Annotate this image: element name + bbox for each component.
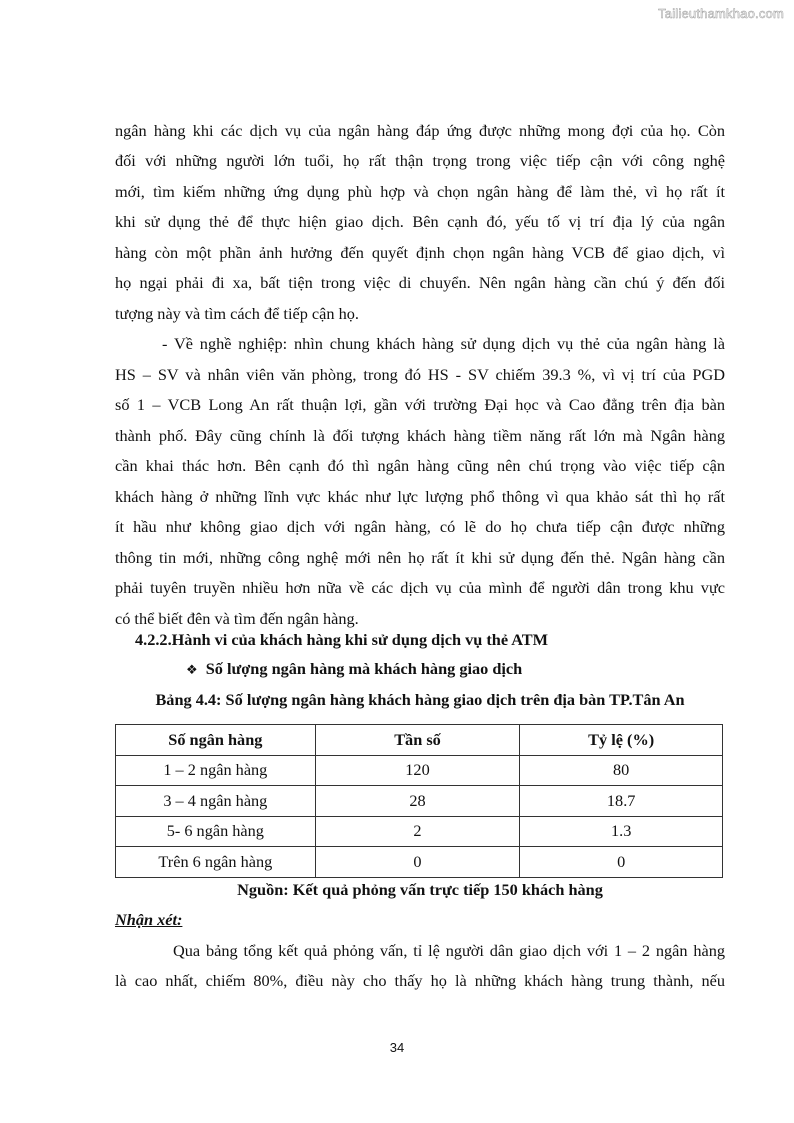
- table-cell: 1 – 2 ngân hàng: [116, 755, 316, 786]
- body-line: ngân hàng khi các dịch vụ của ngân hàng đáp ứng được những mong đợi của họ. Còn: [115, 121, 725, 140]
- table-row: [116, 847, 723, 878]
- diamond-bullet-icon: ❖: [186, 663, 198, 678]
- table-row: [116, 786, 723, 817]
- table-cell: 120: [315, 755, 520, 786]
- bullet-heading: [186, 659, 794, 681]
- body-line: thông tin mới, những công nghệ mới nên họ rất ít khi sử dụng đến thẻ. Ngân hàng cần: [115, 548, 725, 567]
- body-line: đối với những người lớn tuổi, họ rất thận trọng trong việc tiếp cận với công nghệ: [115, 151, 725, 170]
- body-line: có thể biết đên và tìm đến ngân hàng.: [115, 609, 359, 628]
- table-cell: 80: [520, 755, 723, 786]
- table-header-row: [116, 725, 723, 756]
- table-cell: 18.7: [520, 786, 723, 817]
- body-line: Qua bảng tổng kết quả phỏng vấn, tỉ lệ người dân giao dịch với 1 – 2 ngân hàng: [173, 941, 725, 960]
- bullet-heading-text: Số lượng ngân hàng mà khách hàng giao dịch: [205, 659, 523, 678]
- table-row: [116, 816, 723, 847]
- body-line: HS – SV và nhân viên văn phòng, trong đó HS - SV chiếm 39.3 %, vì vị trí của PGD: [115, 365, 725, 384]
- column-header: Tỷ lệ (%): [520, 725, 723, 756]
- table-cell: 28: [315, 786, 520, 817]
- table-cell: 1.3: [520, 816, 723, 847]
- table-cell: 5- 6 ngân hàng: [116, 816, 316, 847]
- table-cell: 2: [315, 816, 520, 847]
- remark-label: [115, 910, 725, 930]
- body-line: số 1 – VCB Long An rất thuận lợi, gần với trường Đại học và Cao đẳng trên địa bàn: [115, 395, 725, 414]
- body-line: họ ngại phải đi xa, bất tiện trong việc di chuyển. Nên ngân hàng cần chú ý đến đối: [115, 273, 725, 292]
- table-cell: 0: [315, 847, 520, 878]
- body-line: ít hầu như không giao dịch với ngân hàng, có lẽ do họ chưa tiếp cận được những: [115, 517, 725, 536]
- section-heading: 4.2.2.Hành vi của khách hàng khi sử dụng dịch vụ thẻ ATM: [135, 630, 549, 649]
- table-cell: 0: [520, 847, 723, 878]
- column-header: Tần số: [315, 725, 520, 756]
- watermark: Tailieuthamkhao.com: [658, 6, 784, 21]
- body-line: là cao nhất, chiếm 80%, điều này cho thấy họ là những khách hàng trung thành, nếu: [115, 971, 725, 990]
- body-line: khách hàng ở những lĩnh vực khác như lực lượng phổ thông vì qua khảo sát thì họ rất: [115, 487, 725, 506]
- body-line: - Về nghề nghiệp: nhìn chung khách hàng sử dụng dịch vụ thẻ của ngân hàng là: [162, 334, 725, 353]
- body-line: khi sử dụng thẻ để thực hiện giao dịch. Bên cạnh đó, yếu tố vị trí địa lý của ngân: [115, 212, 725, 231]
- body-line: thành phố. Đây cũng chính là đối tượng khách hàng tiềm năng rất lớn mà Ngân hàng: [115, 426, 725, 445]
- table-cell: Trên 6 ngân hàng: [116, 847, 316, 878]
- body-line: cần khai thác hơn. Bên cạnh đó thì ngân hàng cũng nên chú trọng vào việc tiếp cận: [115, 456, 725, 475]
- bank-count-table: [115, 724, 723, 878]
- body-line: phải tuyên truyền nhiều hơn nữa về các dịch vụ của mình để người dân trong khu vực: [115, 578, 725, 597]
- body-line: mới, tìm kiếm những ứng dụng phù hợp và chọn ngân hàng để làm thẻ, vì họ rất ít: [115, 182, 725, 201]
- body-line: hàng còn một phần ảnh hưởng đến quyết định chọn ngân hàng VCB để giao dịch, vì: [115, 243, 725, 262]
- table-caption: Bảng 4.4: Số lượng ngân hàng khách hàng giao dịch trên địa bàn TP.Tân An: [155, 690, 685, 709]
- table-source: Nguồn: Kết quả phỏng vấn trực tiếp 150 khách hàng: [237, 880, 603, 899]
- remark-label-text: Nhận xét:: [115, 910, 183, 929]
- table-cell: 3 – 4 ngân hàng: [116, 786, 316, 817]
- page-number: 34: [389, 1040, 405, 1055]
- column-header: Số ngân hàng: [116, 725, 316, 756]
- body-line: tượng này và tìm cách để tiếp cận họ.: [115, 304, 359, 323]
- table-row: [116, 755, 723, 786]
